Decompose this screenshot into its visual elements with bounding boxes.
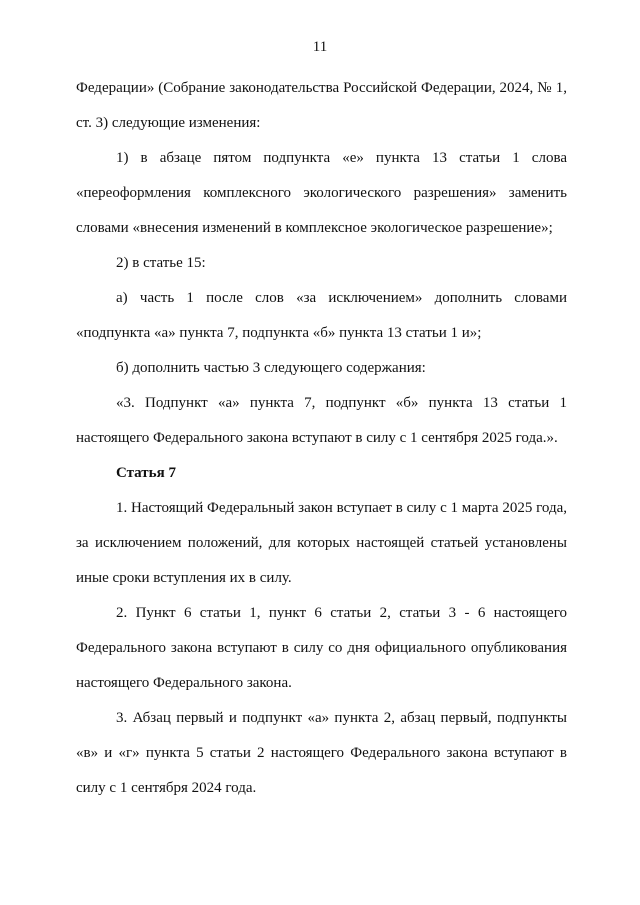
paragraph-subitem-a: а) часть 1 после слов «за исключением» дополнить словами «подпункта «а» пункта 7, подпункта «б» пункта 13 статьи 1 и»; bbox=[76, 290, 567, 341]
paragraph-item-1: 1) в абзаце пятом подпункта «е» пункта 13 статьи 1 слова «переоформления комплексного экологического разрешения» заменить словами «внесения изменений в комплексное экологическое разрешение»; bbox=[76, 150, 567, 236]
paragraph-subitem-b: б) дополнить частью 3 следующего содержания: bbox=[116, 360, 426, 376]
paragraph-continuation: Федерации» (Собрание законодательства Российской Федерации, 2024, № 1, ст. 3) следующие изменения: bbox=[76, 80, 567, 131]
document-body bbox=[76, 71, 567, 806]
article-7-point-2: 2. Пункт 6 статьи 1, пункт 6 статьи 2, статьи 3 - 6 настоящего Федерального закона вступают в силу со дня официального опубликования настоящего Федерального закона. bbox=[76, 605, 567, 691]
page-number: 11 bbox=[312, 39, 328, 55]
paragraph-item-2: 2) в статье 15: bbox=[116, 255, 206, 271]
article-7-point-1: 1. Настоящий Федеральный закон вступает в силу с 1 марта 2025 года, за исключением положений, для которых настоящей статьей установлены иные сроки вступления их в силу. bbox=[76, 500, 567, 586]
paragraph-quoted-part-3: «3. Подпункт «а» пункта 7, подпункт «б» пункта 13 статьи 1 настоящего Федерального закона вступают в силу с 1 сентября 2025 года.». bbox=[76, 395, 567, 446]
article-7-point-3: 3. Абзац первый и подпункт «а» пункта 2, абзац первый, подпункты «в» и «г» пункта 5 статьи 2 настоящего Федерального закона вступают в силу с 1 сентября 2024 года. bbox=[76, 710, 567, 796]
article-heading: Статья 7 bbox=[116, 465, 176, 481]
